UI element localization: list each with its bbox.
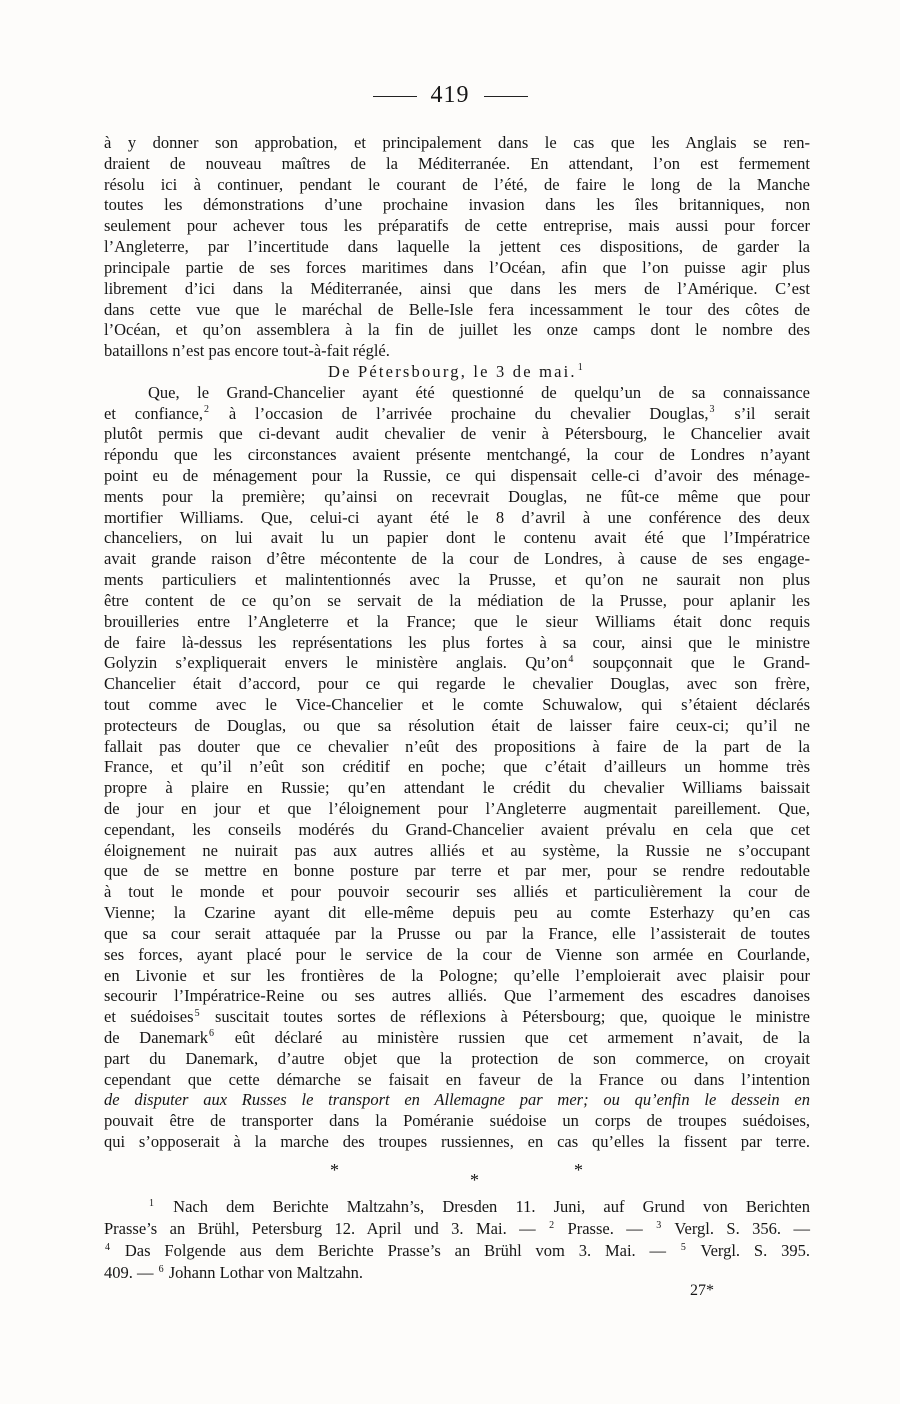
body-line	[104, 487, 810, 508]
footnotes	[104, 1196, 810, 1284]
text-run: Vergl. S. 356. —	[662, 1219, 810, 1238]
footnote-reference: 3	[656, 1219, 662, 1231]
body-line	[104, 1132, 810, 1153]
body-line	[104, 841, 810, 862]
text-run: point eu de ménagement pour la Russie, ce qui dispensait celle-ci d’avoir des ménage-	[104, 466, 810, 485]
body-line	[104, 570, 810, 591]
text-run: Vienne; la Czarine ayant dit elle-même depuis peu au comte Esterhazy qu’en cas	[104, 903, 810, 923]
body-line	[104, 508, 810, 529]
text-run: répondu que les circonstances avaient présente mentchangé, la cour de Londres n’ayant	[104, 445, 810, 465]
text-run: Chancelier était d’accord, pour ce qui regarde le chevalier Douglas, avec son frère,	[104, 674, 810, 694]
separator-star: *	[330, 1160, 339, 1180]
text-run: l’Océan, et qu’on assemblera à la fin de juillet les onze camps dont le nombre des	[104, 320, 810, 340]
text-run: secourir l’Impératrice-Reine ou ses autres alliés. Que l’armement des escadres danoises	[104, 986, 810, 1006]
text-run: que sa cour serait attaquée par la Prusse ou par la France, elle l’assisterait de toutes	[104, 923, 810, 943]
footnote-reference: 2	[204, 404, 210, 416]
text-run: protecteurs de Douglas, ou que sa résolution était de laisser faire ceux-ci; qu’il ne	[104, 715, 810, 735]
text-run: s’il serait	[715, 403, 811, 423]
text-run: cependant, les conseils modérés du Grand-Chancelier avaient prévalu en cela que cet	[104, 819, 810, 839]
text-run: et suédoises	[104, 1007, 194, 1027]
body-line	[104, 445, 810, 466]
text-run: à y donner son approbation, et principalement dans le cas que les Anglais se ren-	[104, 133, 810, 152]
footnote-line	[104, 1240, 810, 1262]
text-run: de jour en jour et que l’éloignement pour l’Angleterre augmentait pareillement. Que,	[104, 799, 810, 818]
text-run: toutes les démonstrations d’une prochaine invasion dans les îles britanniques, non	[104, 195, 810, 215]
text-run: suscitait toutes sortes de réflexions à Pétersbourg; que, quoique le ministre	[200, 1007, 810, 1027]
body-line	[104, 424, 810, 445]
text-run: que de se mettre en bonne posture par terre et par mer, pour se rendre redoutable	[104, 861, 810, 881]
text-run: avait grande raison d’être mécontente de la cour de Londres, à cause de ses engage-	[104, 549, 810, 569]
separator-star: *	[470, 1170, 479, 1190]
text-run: France, et qu’il n’eût son créditif en poche; que c’était d’ailleurs un homme très	[104, 757, 810, 777]
body-line	[104, 1090, 810, 1111]
body-line	[104, 674, 810, 695]
body-line	[104, 653, 810, 674]
body-line	[104, 1049, 810, 1070]
body-line	[104, 986, 810, 1007]
text-run: part du Danemark, d’autre objet que la protection de son commerce, on croyait	[104, 1048, 810, 1068]
text-run: résolu ici à continuer, pendant le courant de l’été, de faire le long de la Manche	[104, 174, 810, 194]
body-line	[104, 861, 810, 882]
footnote-line	[104, 1218, 810, 1240]
text-run: à l’occasion de l’arrivée prochaine du chevalier Douglas,	[210, 403, 709, 423]
footnote-reference: 6	[158, 1263, 164, 1275]
body-line	[104, 633, 810, 654]
footnote-reference: 2	[549, 1219, 555, 1231]
body-line	[104, 882, 810, 903]
body-line	[104, 175, 810, 196]
text-run: dans cette vue que le maréchal de Belle-Isle fera incessamment le tour des côtes de	[104, 299, 810, 319]
body-line	[104, 383, 810, 404]
footnote-line	[104, 1196, 810, 1218]
text-run: De Pétersbourg, le 3 de mai.	[328, 361, 577, 381]
body-line	[104, 258, 810, 279]
footnote-reference: 5	[680, 1241, 686, 1253]
text-run: de disputer aux Russes le transport en Allemagne par mer; ou qu’enfin le dessein en	[104, 1090, 810, 1110]
page-header	[0, 82, 900, 112]
body-line	[104, 154, 810, 175]
text-run: à tout le monde et pour pouvoir secourir ses alliés et particulièrement la cour de	[104, 882, 810, 902]
footnote-reference: 4	[105, 1241, 110, 1253]
text-run: draient de nouveau maîtres de la Méditerranée. En attendant, l’on est fermement	[104, 153, 810, 173]
text-run: Prasse. —	[555, 1219, 656, 1238]
body-line	[104, 1028, 810, 1049]
text-run: Johann Lothar von Maltzahn.	[164, 1263, 364, 1282]
text-run: propre à plaire en Russie; qu’en attendant le crédit du chevalier Williams baissait	[104, 778, 810, 798]
signature-mark: 27*	[690, 1282, 714, 1299]
footnote-reference: 4	[568, 653, 574, 665]
footnote-reference: 1	[149, 1197, 154, 1209]
section-separator	[104, 1160, 810, 1190]
text-run: principale partie de ses forces maritimes dans l’Océan, afin que l’on puisse agir plus	[104, 257, 810, 277]
body-line	[104, 404, 810, 425]
text-run: Golyzin s’expliquerait envers le ministère anglais. Qu’on	[104, 653, 568, 673]
body-line	[104, 716, 810, 737]
text-run: tout comme avec le Vice-Chancelier et le comte Schuwalow, qui s’étaient déclarés	[104, 694, 810, 714]
main-text	[104, 133, 810, 1153]
text-run: Que, le Grand-Chancelier ayant été questionné de quelqu’un de sa connaissance	[148, 382, 810, 402]
page-number: 419	[430, 82, 470, 108]
text-run: Prasse’s an Brühl, Petersburg 12. April und 3. Mai. —	[104, 1219, 549, 1238]
footnote-reference: 3	[709, 404, 715, 416]
text-run: en Livonie et sur les frontières de la Pologne; qu’elle l’emploierait avec plaisir pour	[104, 965, 810, 985]
text-run: et confiance,	[104, 403, 204, 423]
text-run: ments pour la première; qu’ainsi on recevrait Douglas, ne fût-ce même que pour	[104, 486, 810, 506]
text-run: seulement pour achever tous les préparatifs de cette entreprise, mais aussi pour forcer	[104, 216, 810, 236]
body-line	[104, 549, 810, 570]
body-line	[104, 778, 810, 799]
body-line	[104, 820, 810, 841]
text-run: Das Folgende aus dem Berichte Prasse’s an Brühl vom 3. Mai. —	[111, 1241, 680, 1260]
body-line	[104, 695, 810, 716]
text-run: être content de ce qu’on se servait de la médiation de la Prusse, pour aplanir les	[104, 590, 810, 610]
body-line	[104, 341, 810, 362]
body-line	[104, 320, 810, 341]
body-line	[104, 1111, 810, 1132]
separator-star: *	[574, 1160, 583, 1180]
body-line	[104, 1070, 810, 1091]
text-run: qui s’opposerait à la marche des troupes russiennes, en cas qu’elles la fissent par terre.	[104, 1132, 810, 1151]
body-line	[104, 133, 810, 154]
footnote-line	[104, 1262, 810, 1284]
body-line	[104, 279, 810, 300]
text-run: Vergl. S. 395.	[686, 1241, 810, 1260]
body-line	[104, 757, 810, 778]
text-run: 409. —	[104, 1263, 158, 1282]
text-run: ses forces, ayant placé pour le service de la cour de Vienne son armée en Courlande,	[104, 944, 810, 964]
footnote-reference: 1	[577, 362, 585, 374]
body-line	[104, 737, 810, 758]
body-line	[104, 966, 810, 987]
text-run: pouvait être de transporter dans la Poméranie suédoise un corps de troupes suédoises,	[104, 1111, 810, 1131]
body-line	[104, 362, 810, 383]
text-run: de faire là-dessus les représentations les plus fortes à sa cour, ainsi que le ministre	[104, 632, 810, 652]
footnote-reference: 5	[194, 1007, 200, 1019]
text-run: librement d’ici dans la Méditerranée, ainsi que dans les mers de l’Amérique. C’est	[104, 278, 810, 298]
body-line	[104, 612, 810, 633]
text-run: mortifier Williams. Que, celui-ci ayant été le 8 d’avril à une conférence des deux	[104, 507, 810, 527]
body-line	[104, 799, 810, 820]
text-run: l’Angleterre, par l’incertitude dans laquelle la jettent ces dispositions, de garder la	[104, 237, 810, 257]
footnote-reference: 6	[209, 1028, 215, 1040]
text-run: ments particuliers et malintentionnés avec la Prusse, et qu’on ne saurait non plus	[104, 570, 810, 590]
text-run: Nach dem Berichte Maltzahn’s, Dresden 11. Juni, auf Grund von Berichten	[155, 1197, 810, 1216]
header-rule-right	[484, 96, 528, 97]
header-rule-left	[373, 96, 417, 97]
text-run: plutôt permis que ci-devant audit chevalier de venir à Pétersbourg, le Chancelier avait	[104, 424, 810, 444]
body-line	[104, 528, 810, 549]
text-run: chanceliers, on lui avait lu un papier dont le contenu avait été que l’Impératrice	[104, 528, 810, 548]
body-line	[104, 300, 810, 321]
body-line	[104, 924, 810, 945]
text-run: cependant que cette démarche se faisait en faveur de la France ou dans l’intention	[104, 1069, 810, 1089]
text-run: soupçonnait que le Grand-	[574, 653, 810, 673]
body-line	[104, 216, 810, 237]
body-line	[104, 1007, 810, 1028]
text-run: éloignement ne nuirait pas aux autres alliés et au système, la Russie ne s’occupant	[104, 840, 810, 860]
text-run: bataillons n’est pas encore tout-à-fait réglé.	[104, 341, 390, 361]
body-line	[104, 195, 810, 216]
body-line	[104, 591, 810, 612]
text-run: eût déclaré au ministère russien que cet armement n’avait, de la	[215, 1027, 811, 1047]
text-run: fallait pas douter que ce chevalier n’eût des propositions à faire de la part de la	[104, 736, 810, 756]
text-run: brouilleries entre l’Angleterre et la France; que le sieur Williams était donc requis	[104, 611, 810, 631]
text-run: de Danemark	[104, 1027, 209, 1047]
body-line	[104, 466, 810, 487]
body-line	[104, 237, 810, 258]
body-line	[104, 945, 810, 966]
body-line	[104, 903, 810, 924]
